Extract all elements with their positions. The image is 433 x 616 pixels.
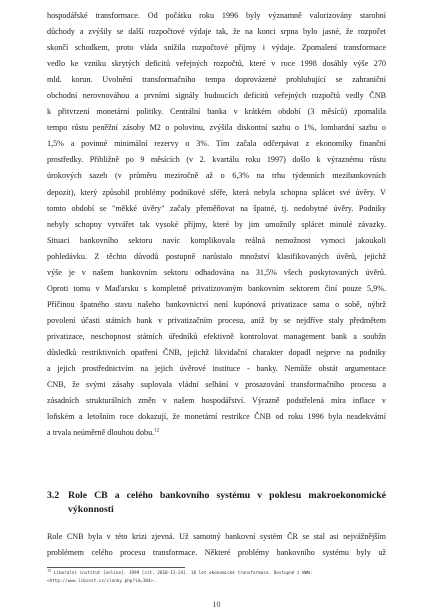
footnote (47, 570, 367, 586)
body-line: k přitvrzení monetární politiky. Centrální banka v krátkém období (3 měsíců) zpomalila (47, 107, 386, 117)
body-line: Oproti tomu v Maďarsku s kompletně privatizovaným bankovním sektorem činí pouze 5,9%. (47, 283, 386, 293)
body-line: 1,5% a povinné minimální rezervy o 3%. Tím začala odčerpávat z ekonomiky finanční (47, 139, 386, 149)
body-line: vedlo ke vzniku skrytých deficitů veřejných rozpočtů, které v roce 1998 dosáhly výše 270 (47, 59, 386, 69)
body-line: hospodářské transformace. Od počátku roku 1996 byly významně valorizovány starobní (47, 11, 386, 20)
footnote-line-1 (47, 570, 367, 578)
footnote-number: 12 (47, 568, 52, 573)
footnote-separator (47, 567, 185, 568)
body-line: depozit), který způsobil problémy podnikové sféře, která nebyla schopna splácet své úvěry. V (47, 187, 386, 197)
body-line: loňském a letošním roce dokazují, že monetární restrikce ČNB od roku 1996 byla neadekvátní (47, 412, 386, 422)
body-line: mld. korun. Uvolnění transformačního tempa doprovázené prohlubující se zahraniční (47, 75, 386, 85)
section-paragraph (47, 529, 386, 561)
body-line: povolení účasti státních bank v privatizačním procesu, aniž by se nejdříve staly předmětem (47, 315, 386, 325)
footnote-text-1: Liberální institut [online]. 1999 [cit. 2010-11-24]. 10 let ekonomické transformace. Dostupné z WWW: (53, 571, 313, 576)
body-line: skončí schodkem, proto vláda snížila rozpočtové příjmy i výdaje. Zpomalení transformace (47, 43, 386, 53)
body-line: tomto období se "měkké úvěry" začaly přeměňovat na špatné, tj. nedobytné úvěry. Podniky (47, 203, 386, 213)
body-line: Situaci bankovního sektoru navíc komplikovala reálná nemožnost vymoci jakoukoli (47, 235, 386, 245)
page-number: 10 (212, 600, 221, 609)
footnote-line-2: <http://www.libinst.cz/clanky.php?id=104>. (47, 579, 156, 584)
body-line: nebyly schopny vytvářet tak vysoké příjmy, které by jim umožnily splácet minulé závazky. (47, 219, 386, 229)
section-heading (47, 489, 386, 517)
body-line: privatizace, neschopnost státních úředníků efektivně kontrolovat management bank a soubžn (47, 331, 386, 341)
body-line: zásadních strukturálních změn v našem hospodářství. Výrazně podstřelená míra inflace v (47, 396, 386, 406)
section-title-part-1: Role CB a celého bankovního systému v poklesu makroekonomické (68, 490, 386, 501)
body-line: prostředky. Přibližně po 9 měsících (v 2. kvartálu roku 1997) došlo k výraznému růstu (47, 155, 386, 165)
body-line: a trvala neúměrně dlouhou dobu.$^{12}$ (47, 428, 160, 438)
body-line: tempo růstu peněžní zásoby M2 o polovinu, zvýšila diskontní sazbu o 1%, lombardní sazbu o (47, 123, 386, 133)
body-line: obchodní nerovnováhou a prvními signály budoucích deficitů veřejných rozpočtů vedly ČNB (47, 91, 386, 101)
body-line: důsledků restriktivních opatření ČNB, jejichž likvidační charakter dopadl nejprve na podniky (47, 347, 386, 357)
footnote-reference: 12 (154, 428, 160, 434)
body-line: a jejich prostřednictvím na jejich úvěrové instituce - banky. Nemůže obstát argumentace (47, 364, 386, 374)
section-number: 3.2 (47, 490, 60, 501)
section-title-part-2: výkonnosti (68, 504, 114, 515)
body-line: Příčinou špatného stavu našeho bankovnictví není kupónová privatizace sama o sobě, nýbrž (47, 299, 386, 309)
body-line: výše je v našem bankovním sektoru odhadována na 31,5% všech poskytovaných úvěrů. (47, 267, 386, 277)
after-line: problémem celého procesu transformace. Některé problémy bankovního systému byly už (47, 548, 386, 558)
body-paragraph (47, 8, 386, 441)
body-line: pohledávku. Z těchto důvodů postupně narůstalo množství klasifikovaných úvěrů, jejichž (47, 251, 386, 261)
section-heading-line-1 (47, 489, 386, 503)
after-line: Role CNB byla v této krizi zjevná. Už samotný bankovní systém ČR se stal asi nejvážnějším (47, 532, 386, 541)
body-line: důchody a zvýšily se další rozpočtové výdaje tak, že na konci srpna bylo jasné, že rozpočet (47, 27, 386, 37)
body-line: úrokových sazeb (v průměru meziročně až o 6,3% na trhu týdenních mezibankovních (47, 171, 386, 181)
body-line: CNB, že svými zásahy suplovala vládní selhání v prosazování transformačního procesu a (47, 380, 386, 390)
